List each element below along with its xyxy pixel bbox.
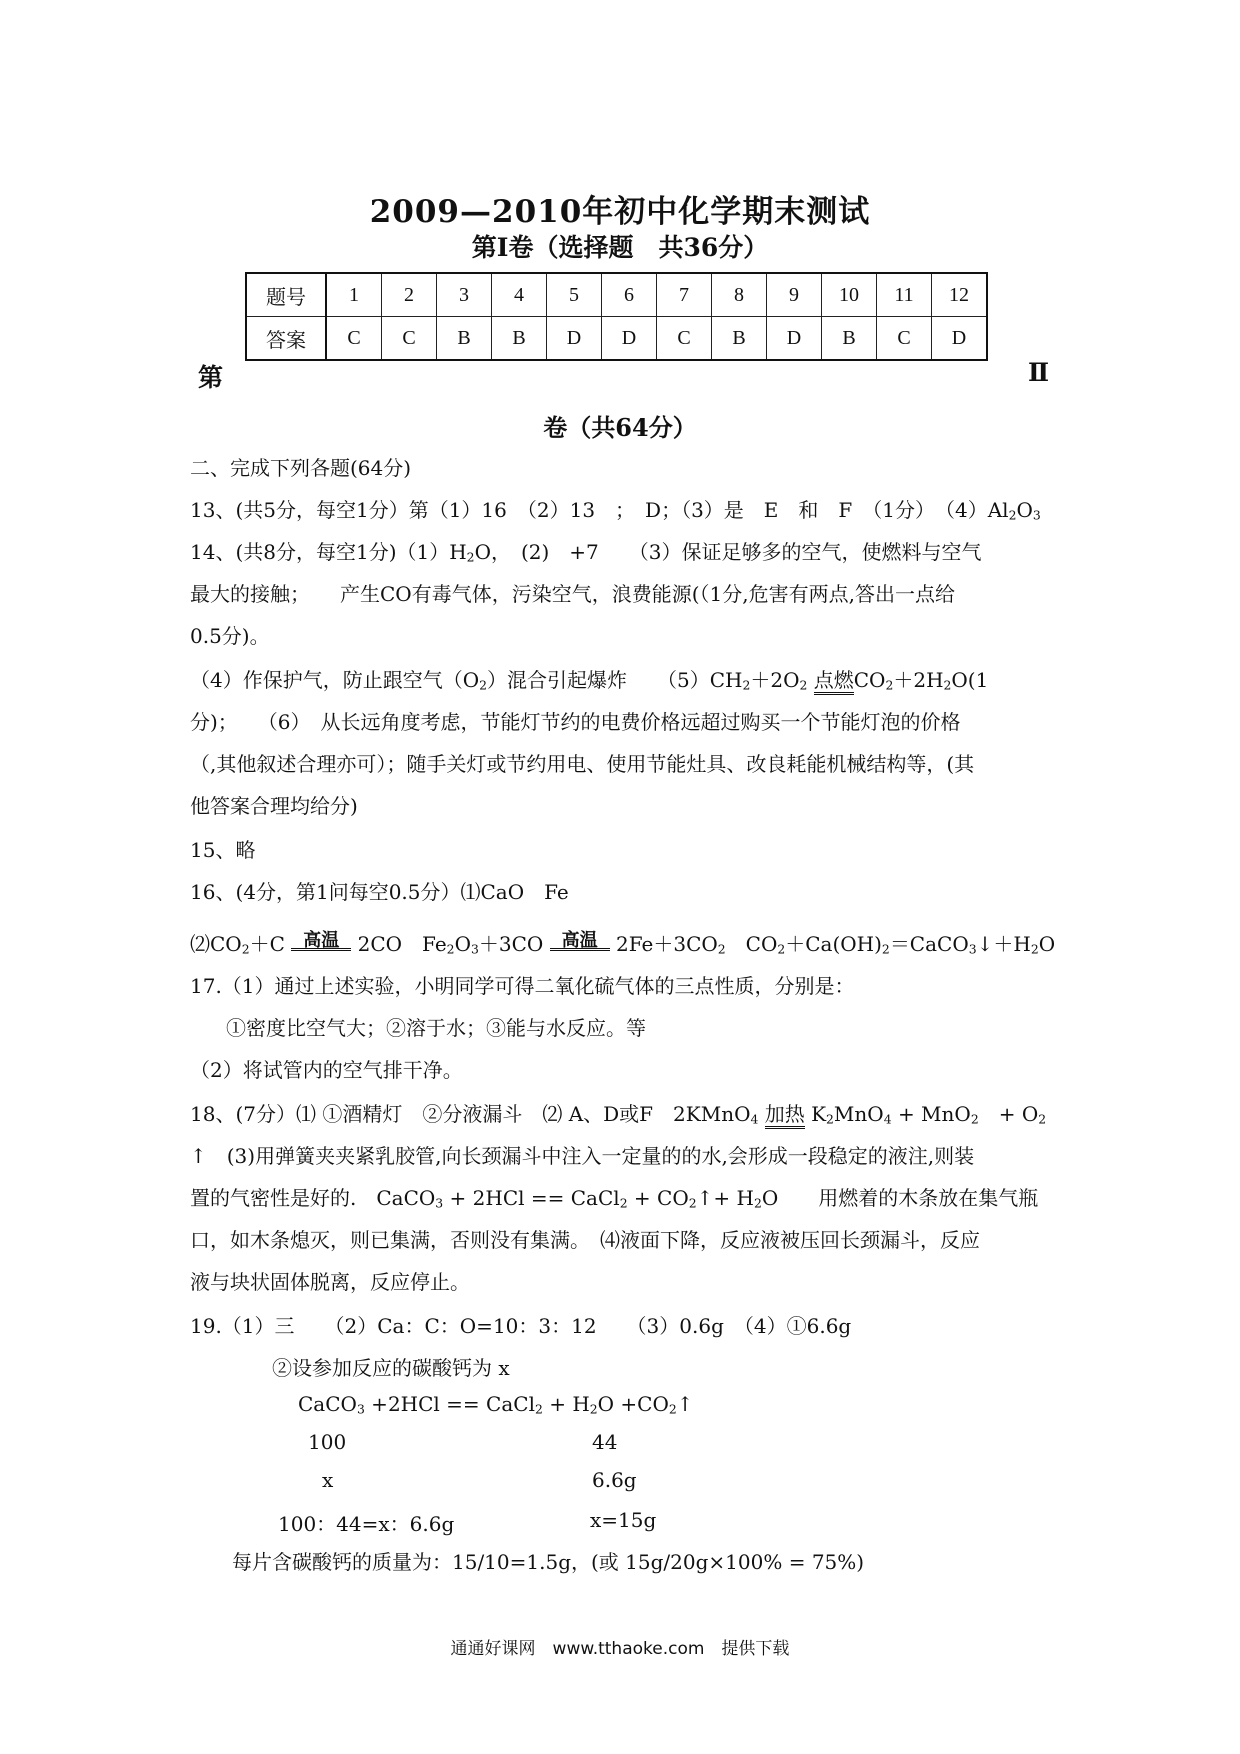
answer-cell: B (492, 317, 547, 361)
section-2-heading: 卷（共64分） (543, 413, 697, 442)
text-line: 18、(7分）⑴ ①酒精灯 ②分液漏斗 ⑵ A、D或F 2KMnO$_4$ 加热 $K_2MnO_4 + MnO_2$ + $O_2$ (190, 1098, 1046, 1127)
text-line: 15、略 (190, 838, 256, 862)
table-row-answers (246, 317, 987, 361)
row-header-number: 题号 (246, 273, 326, 317)
footer-source: 通通好课网 www.tthaoke.com 提供下载 (450, 1639, 790, 1659)
answer-cell: D (602, 317, 657, 361)
text-line: 100 (308, 1430, 347, 1454)
text-line: 16、(4分，第1问每空0.5分）⑴CaO Fe (190, 880, 569, 904)
text-line: 14、(共8分，每空1分)$(1)H_2O$， (2) +7 （3）保证足够多的空气，使燃料与空气 (190, 540, 982, 565)
answer-table (245, 272, 988, 361)
text-line: 液与块状固体脱离，反应停止。 (190, 1270, 470, 1294)
section-2-heading-left: 第 (198, 363, 224, 392)
text-line: 13、(共5分，每空1分）第（1）16 （2）13 ； D；（3）是 E 和 F （1分） $(4)Al_2O_3$ (190, 498, 1041, 523)
section-1-heading: 第Ⅰ卷（选择题 共36分） (471, 233, 769, 262)
text-line: 置的气密性是好的. CaCO$_3$ + 2HCl == CaCl$_2$ + $CO_2↑+ H_2O$ 用燃着的木条放在集气瓶 (190, 1186, 1039, 1211)
question-number: 5 (547, 273, 602, 317)
answer-cell: D (547, 317, 602, 361)
question-number: 1 (326, 273, 382, 317)
text-line: x (322, 1468, 334, 1492)
text-line: 他答案合理均给分) (190, 794, 358, 818)
text-line: ↑ (3)用弹簧夹夹紧乳胶管,向长颈漏斗中注入一定量的的水,会形成一段稳定的液注,则装 (190, 1144, 975, 1168)
question-number: 3 (437, 273, 492, 317)
question-number: 2 (382, 273, 437, 317)
answer-cell: C (382, 317, 437, 361)
answer-cell: C (326, 317, 382, 361)
text-line: x=15g (590, 1508, 657, 1532)
question-number: 4 (492, 273, 547, 317)
condition-arrow: 高温 (291, 946, 351, 951)
text-line: 19.（1）三 （2）Ca：C：O=10：3：12 （3）0.6g （4）①6.6g (190, 1314, 852, 1338)
text-line: 44 (592, 1430, 618, 1454)
answer-cell: B (712, 317, 767, 361)
text-line: （,其他叙述合理亦可）；随手关灯或节约用电、使用节能灶具、改良耗能机械结构等，(其 (190, 752, 975, 776)
condition-label: 点燃 (814, 668, 854, 695)
text-line: 二、完成下列各题(64分) (190, 456, 412, 480)
text-line: 17.（1）通过上述实验，小明同学可得二氧化硫气体的三点性质，分别是： (190, 974, 855, 998)
text-line: ①密度比空气大；②溶于水；③能与水反应。等 (226, 1016, 646, 1040)
text-line: ②设参加反应的碳酸钙为 x (272, 1356, 510, 1380)
text-line: （4）作保护气，防止跟空气$(O_2)$混合引起爆炸 $(5)CH_2+2O_2$ 点燃$CO_2+2H_2O(1$ (190, 664, 988, 693)
condition-arrow: 高温 (550, 946, 610, 951)
row-header-answer: 答案 (246, 317, 326, 361)
text-line: 口，如木条熄灭，则已集满，否则没有集满。 ⑷液面下降，反应液被压回长颈漏斗，反应 (190, 1228, 980, 1252)
answer-cell: B (822, 317, 877, 361)
document-title: 2009—2010年初中化学期末测试 (369, 194, 871, 230)
question-number: 10 (822, 273, 877, 317)
question-number: 11 (877, 273, 932, 317)
text-line: 最大的接触； 产生CO有毒气体，污染空气，浪费能源(（1分,危害有两点,答出一点给 (190, 582, 955, 606)
question-number: 6 (602, 273, 657, 317)
text-line: 每片含碳酸钙的质量为：15/10=1.5g，(或 15g/20g×100% = 75%) (232, 1550, 865, 1574)
answer-cell: D (932, 317, 988, 361)
question-number: 7 (657, 273, 712, 317)
answer-cell: B (437, 317, 492, 361)
answer-cell: D (767, 317, 822, 361)
condition-label: 加热 (765, 1102, 805, 1129)
answer-cell: C (877, 317, 932, 361)
table-row-numbers (246, 273, 987, 317)
text-line: 0.5分)。 (190, 624, 270, 648)
question-number: 9 (767, 273, 822, 317)
equation-line: CaCO$_3$ +2HCl == CaCl$_2$ + $H_2O$ $+CO_2↑$ (298, 1392, 694, 1417)
section-2-heading-right: Ⅱ (1028, 358, 1050, 387)
text-line: （2）将试管内的空气排干净。 (190, 1058, 463, 1082)
equation-line: $⑵CO_2+C$ 高温 2CO $Fe_2O_3+3CO$ 高温 $2Fe+3CO_2$ $CO_2+Ca(OH)_2=CaCO_3↓+H_2O$ (190, 930, 1056, 957)
answer-cell: C (657, 317, 712, 361)
text-line: 6.6g (592, 1468, 637, 1492)
text-line: 分)； （6） 从长远角度考虑，节能灯节约的电费价格远超过购买一个节能灯泡的价格 (190, 710, 961, 734)
question-number: 8 (712, 273, 767, 317)
question-number: 12 (932, 273, 988, 317)
text-line: 100：44=x：6.6g (278, 1512, 455, 1536)
